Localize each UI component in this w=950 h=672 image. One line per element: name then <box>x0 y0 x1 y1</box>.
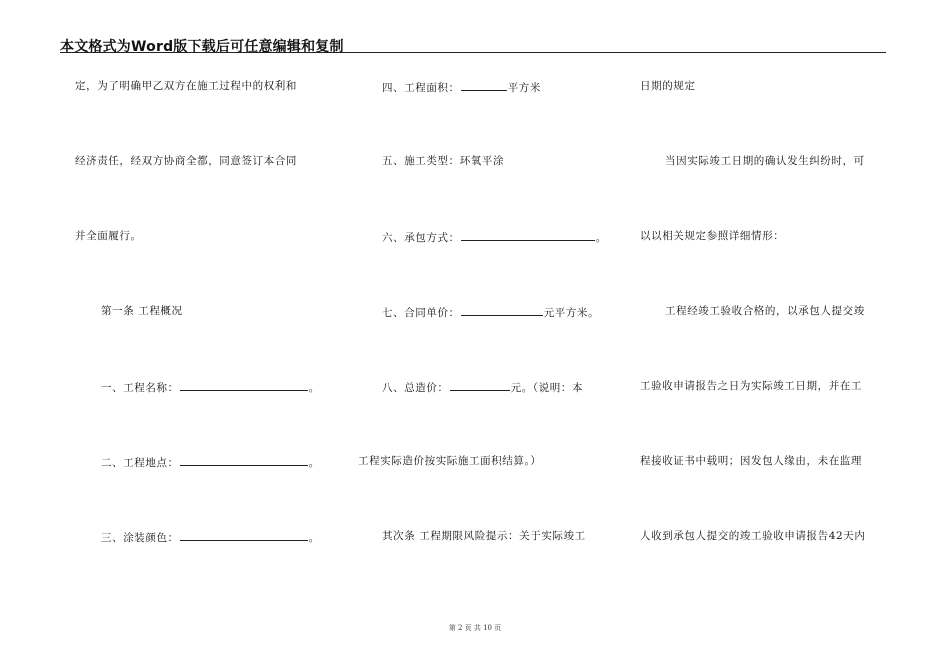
text-line: 工程经竣工验收合格的，以承包人提交竣 <box>665 305 865 317</box>
coating-color-blank <box>180 529 308 541</box>
total-price-blank <box>450 379 510 391</box>
contract-method-row <box>382 229 607 245</box>
page-number-footer: 第 2 页 共 10 页 <box>448 624 502 632</box>
area-unit: 平方米 <box>507 82 542 94</box>
coating-color-row <box>101 529 320 545</box>
total-price-label: 八、总造价： <box>382 382 449 394</box>
project-area-label: 四、工程面积： <box>382 82 460 94</box>
project-name-label: 一、工程名称： <box>101 382 179 394</box>
text-line: 定，为了明确甲乙双方在施工过程中的权利和 <box>75 80 297 92</box>
total-price-row <box>382 379 583 395</box>
unit-price-label: 七、合同单价： <box>382 307 460 319</box>
text-line: 当因实际竣工日期的确认发生纠纷时，可 <box>665 155 865 167</box>
project-location-blank <box>180 454 308 466</box>
text-line: 经济责任，经双方协商全都，同意签订本合同 <box>75 155 297 167</box>
unit-price-blank <box>461 304 543 316</box>
unit-price-row <box>382 304 599 320</box>
text-line: 其次条 工程期限风险提示：关于实际竣工 <box>382 530 586 542</box>
contract-method-label: 六、承包方式： <box>382 232 460 244</box>
header-divider <box>60 52 886 53</box>
text-line: 日期的规定 <box>640 80 696 92</box>
punctuation: 。 <box>308 532 320 544</box>
punctuation: 。 <box>595 232 607 244</box>
project-location-label: 二、工程地点： <box>101 457 179 469</box>
project-location-row <box>101 454 320 470</box>
punctuation: 。 <box>308 382 320 394</box>
coating-color-label: 三、涂装颜色： <box>101 532 179 544</box>
text-line: 工程实际造价按实际施工面积结算。） <box>358 455 542 467</box>
text-line: 工验收申请报告之日为实际竣工日期，并在工 <box>640 380 862 392</box>
project-name-blank <box>180 379 308 391</box>
punctuation: 。 <box>308 457 320 469</box>
document-header-title: 本文格式为Word版下载后可任意编辑和复制 <box>60 39 344 55</box>
project-area-blank <box>461 79 507 91</box>
text-line: 人收到承包人提交的竣工验收申请报告42天内 <box>640 530 866 542</box>
text-line: 并全面履行。 <box>75 230 142 242</box>
section-heading: 第一条 工程概况 <box>101 305 183 317</box>
construction-type-row: 五、施工类型：环氧平涂 <box>382 155 505 167</box>
contract-method-blank <box>461 229 595 241</box>
project-name-row <box>101 379 320 395</box>
text-line: 程接收证书中载明；因发包人缘由，未在监理 <box>640 455 862 467</box>
text-line: 以以相关规定参照详细情形： <box>640 230 785 242</box>
project-area-row <box>382 79 541 95</box>
total-price-note: 元。（说明：本 <box>510 382 584 394</box>
unit-price-unit: 元平方米。 <box>543 307 600 319</box>
